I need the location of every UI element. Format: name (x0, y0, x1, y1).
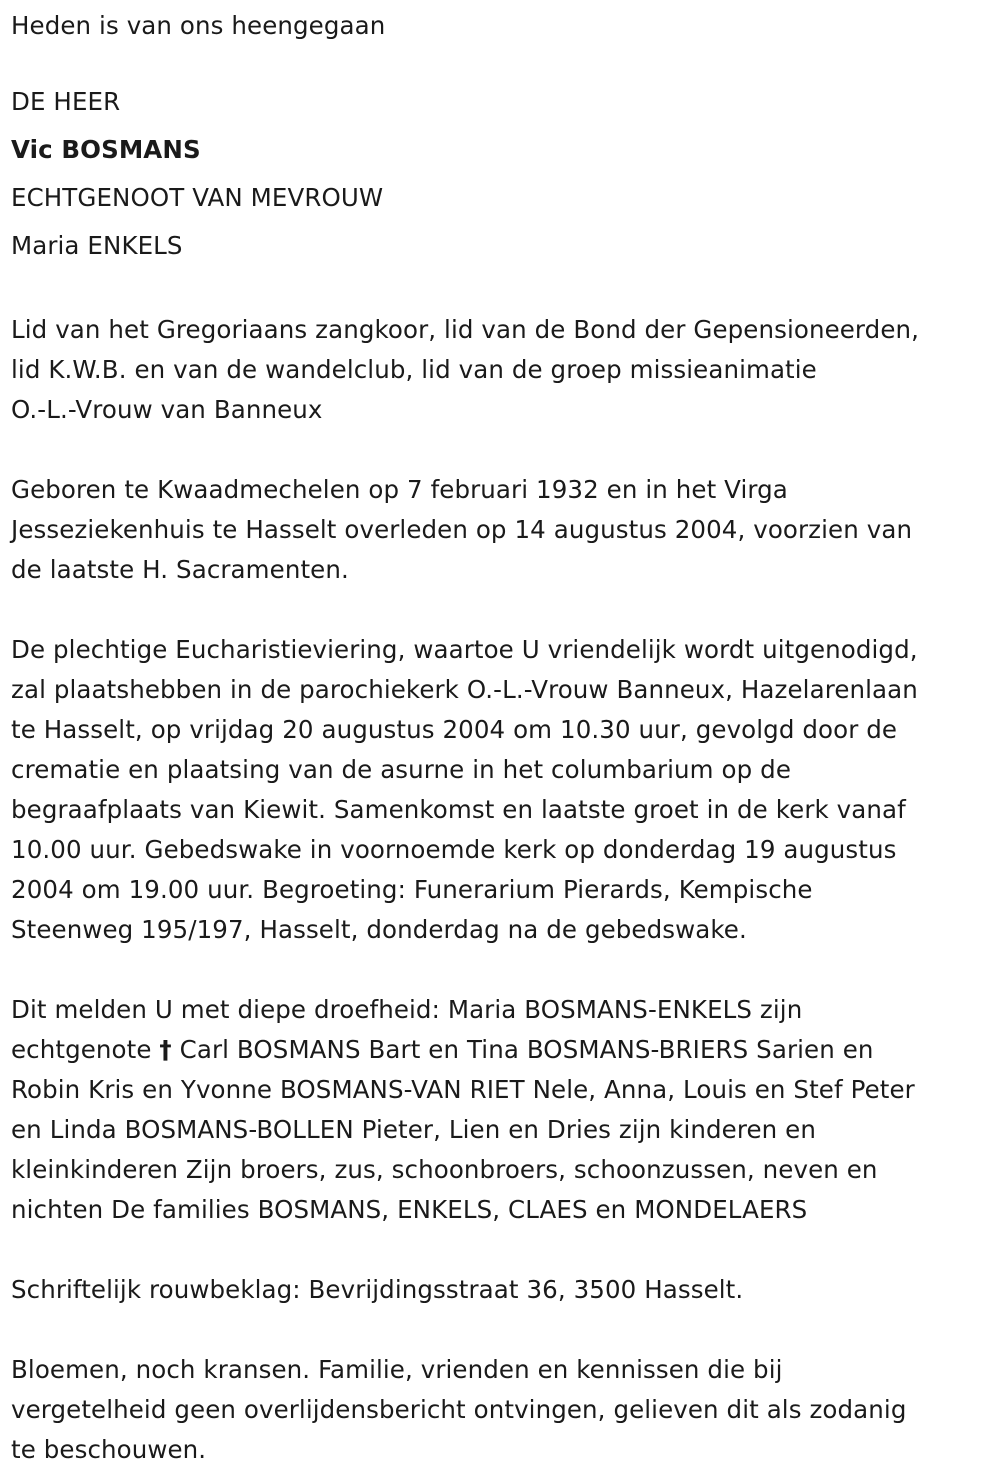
paragraph-line: crematie en plaatsing van de asurne in het columbarium op de (11, 755, 791, 784)
family-paragraph (11, 990, 991, 1230)
relation-text: ECHTGENOOT VAN MEVROUW (11, 183, 384, 212)
paragraph-line: nichten De families BOSMANS, ENKELS, CLAES en MONDELAERS (11, 1195, 808, 1224)
paragraph-line: te beschouwen. (11, 1435, 207, 1464)
paragraph-line: kleinkinderen Zijn broers, zus, schoonbroers, schoonzussen, neven en (11, 1155, 878, 1184)
paragraph-line: lid K.W.B. en van de wandelclub, lid van de groep missieanimatie (11, 355, 817, 384)
paragraph-line: 10.00 uur. Gebedswake in voornoemde kerk op donderdag 19 augustus (11, 835, 897, 864)
paragraph-line: Dit melden U met diepe droefheid: Maria BOSMANS-ENKELS zijn (11, 995, 803, 1024)
intro-text: Heden is van ons heengegaan (11, 11, 386, 40)
deceased-name: Vic BOSMANS (11, 135, 201, 164)
paragraph-line: en Linda BOSMANS-BOLLEN Pieter, Lien en Dries zijn kinderen en (11, 1115, 816, 1144)
family-text: echtgenote (11, 1035, 160, 1064)
paragraph-line: Bloemen, noch kransen. Familie, vrienden en kennissen die bij (11, 1355, 783, 1384)
spacer (11, 46, 991, 78)
cross-icon: † (159, 1035, 172, 1064)
paragraph-line: vergetelheid geen overlijdensbericht ontvingen, gelieven dit als zodanig (11, 1395, 907, 1424)
spouse-name: Maria ENKELS (11, 231, 183, 260)
family-text: Carl BOSMANS Bart en Tina BOSMANS-BRIERS Sarien en (171, 1035, 874, 1064)
paragraph-line: Robin Kris en Yvonne BOSMANS-VAN RIET Nele, Anna, Louis en Stef Peter (11, 1075, 915, 1104)
paragraph-line: zal plaatshebben in de parochiekerk O.-L.-Vrouw Banneux, Hazelarenlaan (11, 675, 918, 704)
paragraph-line: De plechtige Eucharistieviering, waartoe U vriendelijk wordt uitgenodigd, (11, 635, 918, 664)
paragraph-line: Geboren te Kwaadmechelen op 7 februari 1932 en in het Virga (11, 475, 788, 504)
paragraph-line: te Hasselt, op vrijdag 20 augustus 2004 om 10.30 uur, gevolgd door de (11, 715, 898, 744)
spacer (11, 430, 991, 470)
paragraph-line: Jesseziekenhuis te Hasselt overleden op 14 augustus 2004, voorzien van (11, 515, 913, 544)
paragraph-line: Steenweg 195/197, Hasselt, donderdag na de gebedswake. (11, 915, 747, 944)
ceremony-paragraph (11, 630, 991, 950)
death-notice (11, 6, 991, 1470)
title-text: DE HEER (11, 87, 121, 116)
paragraph-line: begraafplaats van Kiewit. Samenkomst en laatste groet in de kerk vanaf (11, 795, 906, 824)
paragraph-line: O.-L.-Vrouw van Banneux (11, 395, 323, 424)
spacer (11, 950, 991, 990)
birth-death-paragraph (11, 470, 991, 590)
memberships-paragraph (11, 310, 991, 430)
spacer (11, 590, 991, 630)
spacer (11, 270, 991, 310)
closing-paragraph (11, 1350, 991, 1470)
condolence-address: Schriftelijk rouwbeklag: Bevrijdingsstraat 36, 3500 Hasselt. (11, 1275, 744, 1304)
paragraph-line (11, 1030, 991, 1070)
spacer (11, 1230, 991, 1270)
paragraph-line: de laatste H. Sacramenten. (11, 555, 349, 584)
spacer (11, 1310, 991, 1350)
paragraph-line: 2004 om 19.00 uur. Begroeting: Funerarium Pierards, Kempische (11, 875, 813, 904)
paragraph-line: Lid van het Gregoriaans zangkoor, lid van de Bond der Gepensioneerden, (11, 315, 920, 344)
